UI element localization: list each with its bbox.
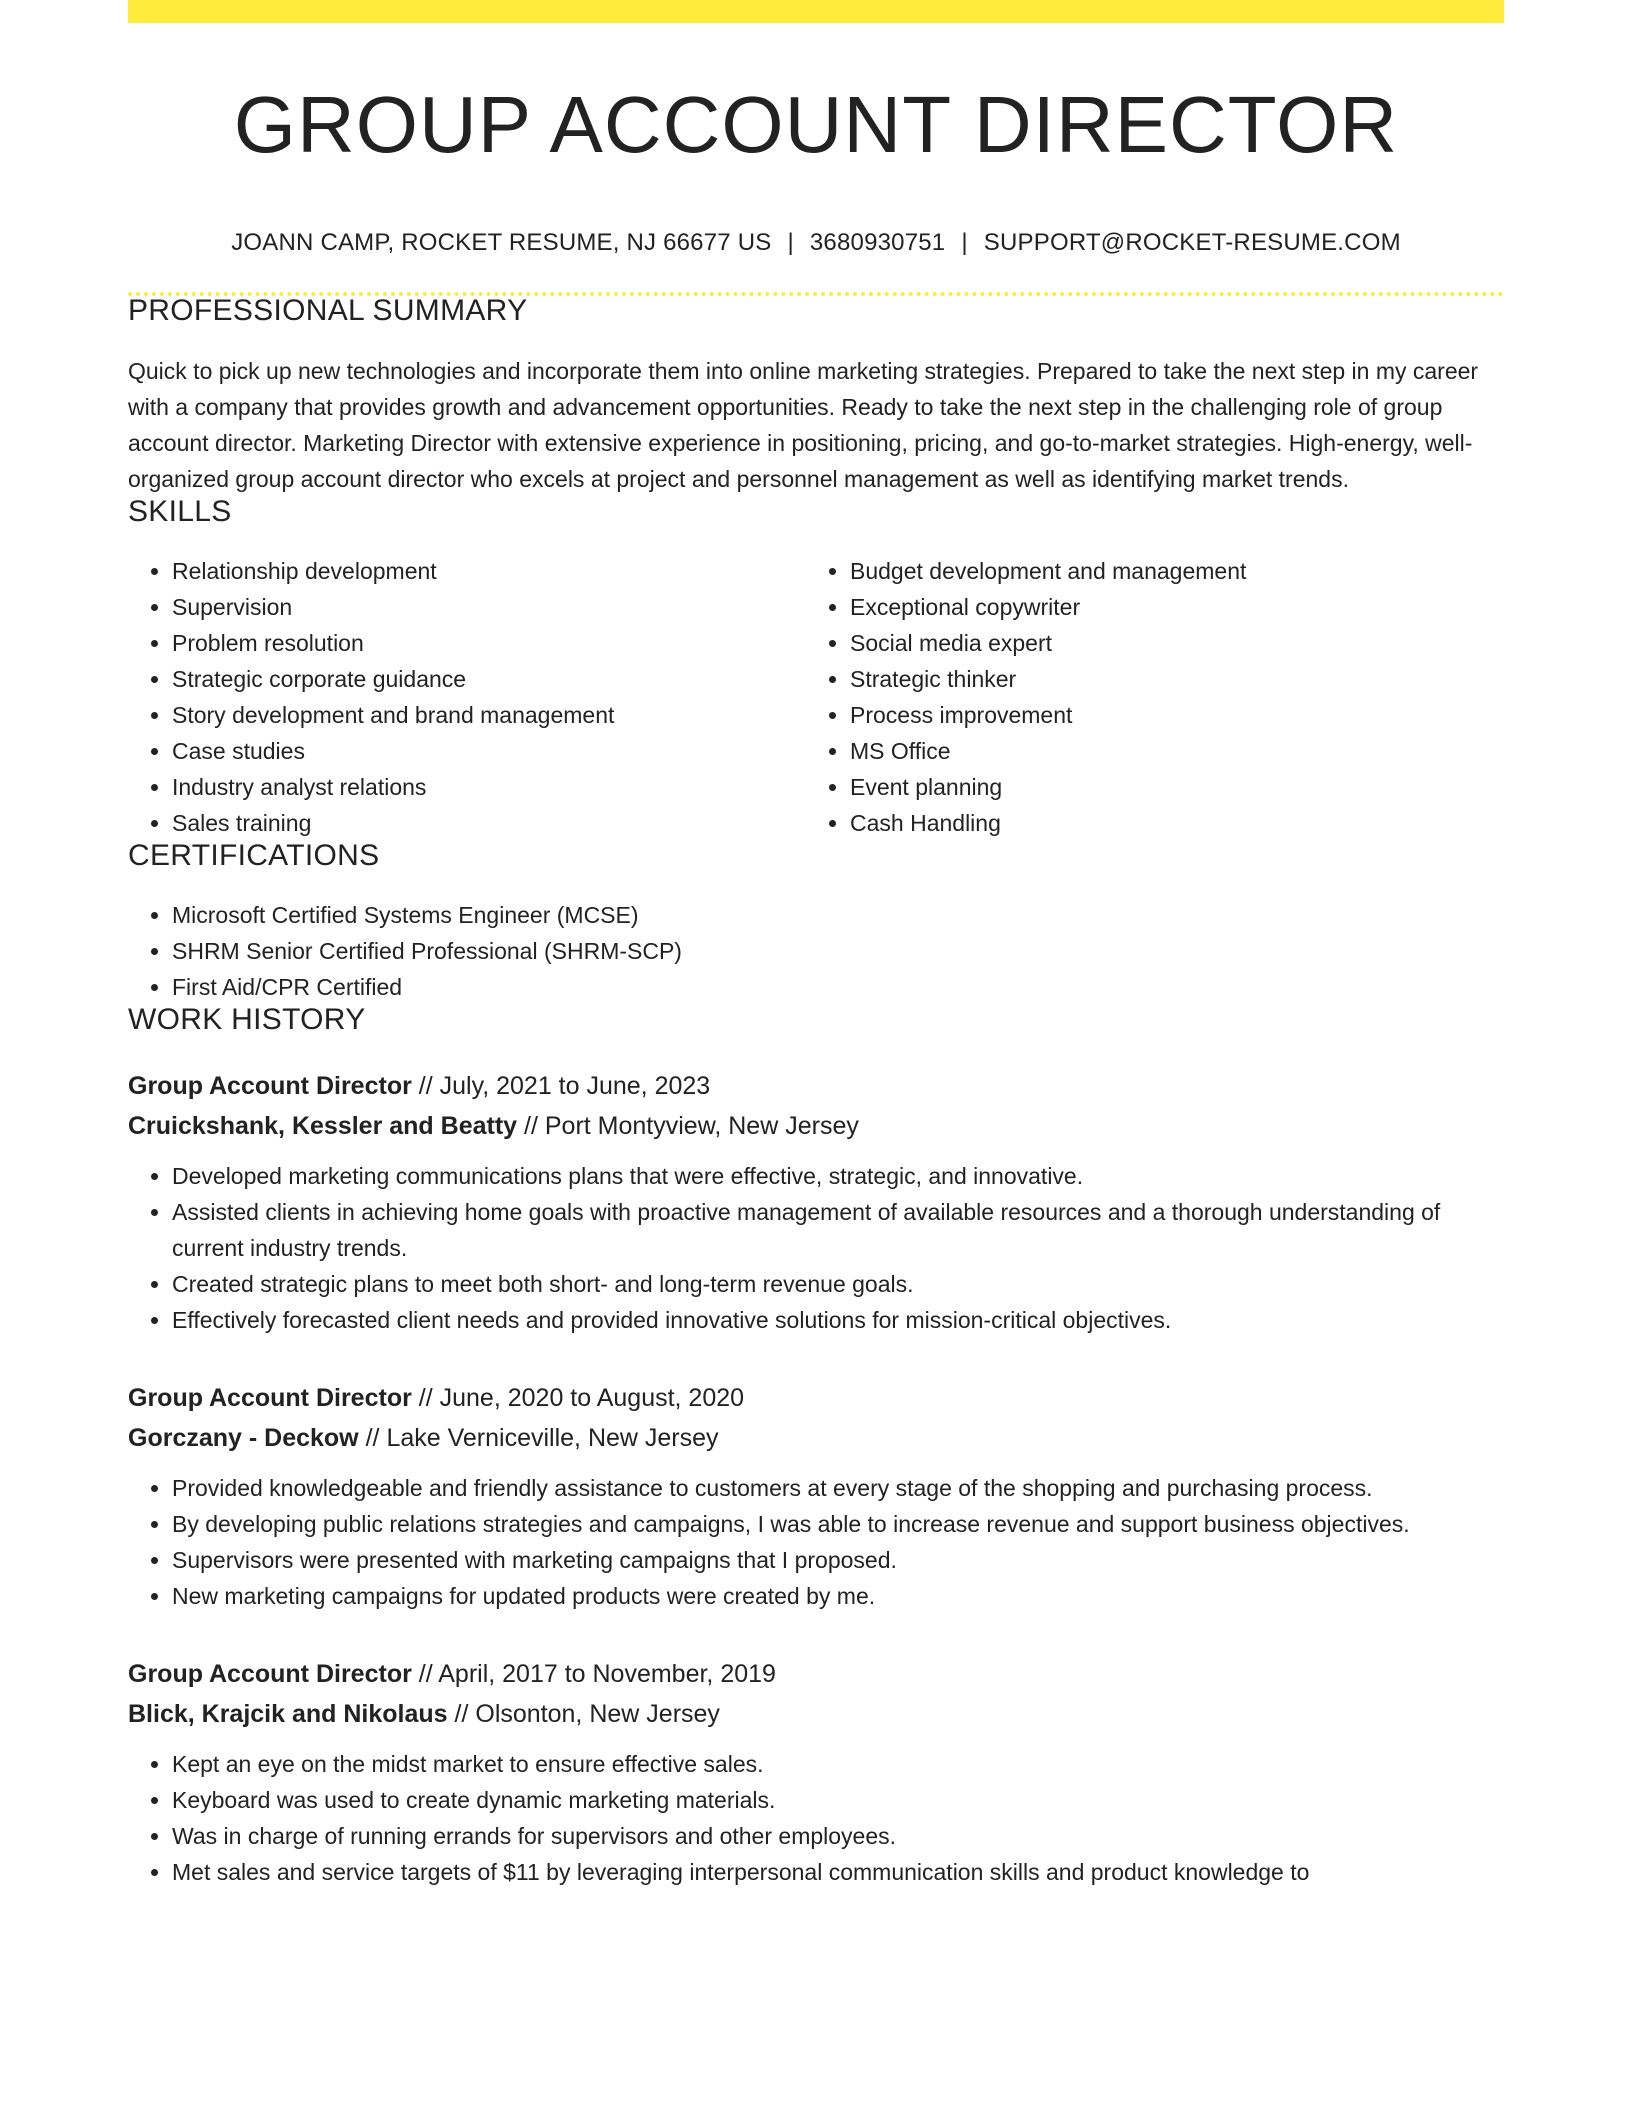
skills-column-right [806, 553, 1484, 841]
skill-item: • Strategic corporate guidance [172, 661, 806, 697]
skill-item: • Cash Handling [850, 805, 1484, 841]
summary-text: Quick to pick up new technologies and incorporate them into online marketing strategies. Prepared to take the next step in my career with a company that provides growth and advancement opportunities. Ready to take the next step in the challenging role of group account director. Marketing Director with extensive experience in positioning, pricing, and go-to-market strategies. High-energy, well-organized group account director who excels at project and personnel management as well as identifying market trends. [128, 358, 1479, 492]
job-bullet: • Effectively forecasted client needs and provided innovative solutions for mission-critical objectives. [172, 1302, 1504, 1338]
job-company-line [128, 1418, 1504, 1458]
job-company-line [128, 1694, 1504, 1734]
job-divider: // [411, 1072, 440, 1100]
job-location: Port Montyview, New Jersey [544, 1112, 859, 1140]
job-divider: // [447, 1700, 476, 1728]
accent-top-bar [128, 0, 1504, 23]
job-divider: // [517, 1112, 545, 1140]
job-location: Lake Verniceville, New Jersey [386, 1424, 719, 1452]
job-bullets [128, 1470, 1504, 1614]
skill-item: • Supervision [172, 589, 806, 625]
job-divider: // [411, 1660, 439, 1688]
job-company: Cruickshank, Kessler and Beatty [128, 1112, 518, 1140]
contact-address: JOANN CAMP, ROCKET RESUME, NJ 66677 US [231, 229, 772, 256]
skill-item: • Case studies [172, 733, 806, 769]
job-bullets [128, 1158, 1504, 1338]
skills-heading: SKILLS [128, 495, 232, 528]
skills-list-left [128, 553, 806, 841]
certification-item: • First Aid/CPR Certified [172, 969, 1504, 1005]
job-title: Group Account Director [128, 1072, 412, 1100]
job-bullet: • Supervisors were presented with marketing campaigns that I proposed. [172, 1542, 1504, 1578]
certifications-list [128, 897, 1504, 1005]
job-title: Group Account Director [128, 1384, 412, 1412]
skills-list-right [806, 553, 1484, 841]
job-dates: June, 2020 to August, 2020 [439, 1384, 745, 1412]
skill-item: • Budget development and management [850, 553, 1484, 589]
skill-item: • Sales training [172, 805, 806, 841]
skill-item: • MS Office [850, 733, 1484, 769]
skill-item: • Story development and brand management [172, 697, 806, 733]
job-title-line [128, 1654, 1504, 1694]
job-company: Gorczany - Deckow [128, 1424, 359, 1452]
job-entry [128, 1654, 1504, 1890]
certifications-heading: CERTIFICATIONS [128, 839, 380, 872]
contact-phone: 3680930751 [809, 229, 946, 256]
skill-item: • Process improvement [850, 697, 1484, 733]
job-bullet: • By developing public relations strategies and campaigns, I was able to increase revenue and support business objectives. [172, 1506, 1504, 1542]
job-title: Group Account Director [128, 1660, 412, 1688]
job-bullet: • Met sales and service targets of $11 by leveraging interpersonal communication skills and product knowledge to [172, 1854, 1504, 1890]
job-title-line [128, 1066, 1504, 1106]
job-bullet: • Provided knowledgeable and friendly assistance to customers at every stage of the shopping and purchasing process. [172, 1470, 1504, 1506]
job-bullets [128, 1746, 1504, 1890]
contact-separator: | [961, 229, 968, 256]
job-company-line [128, 1106, 1504, 1146]
contact-line [128, 231, 1504, 255]
job-bullet: • Developed marketing communications plans that were effective, strategic, and innovative. [172, 1158, 1504, 1194]
job-bullet: • Assisted clients in achieving home goals with proactive management of available resources and a thorough understanding of current industry trends. [172, 1194, 1504, 1266]
job-location: Olsonton, New Jersey [475, 1700, 720, 1728]
certification-item: • SHRM Senior Certified Professional (SHRM-SCP) [172, 933, 1504, 969]
job-title-line [128, 1378, 1504, 1418]
job-bullet: • Keyboard was used to create dynamic marketing materials. [172, 1782, 1504, 1818]
resume-page [128, 0, 1504, 1890]
skills-column-left [128, 553, 806, 841]
certification-item: • Microsoft Certified Systems Engineer (MCSE) [172, 897, 1504, 933]
job-bullet: • Was in charge of running errands for supervisors and other employees. [172, 1818, 1504, 1854]
resume-title: GROUP ACCOUNT DIRECTOR [233, 80, 1399, 169]
job-entry [128, 1066, 1504, 1338]
contact-separator: | [787, 229, 794, 256]
skill-item: • Problem resolution [172, 625, 806, 661]
skill-item: • Exceptional copywriter [850, 589, 1484, 625]
skill-item: • Industry analyst relations [172, 769, 806, 805]
skill-item: • Social media expert [850, 625, 1484, 661]
job-entry [128, 1378, 1504, 1614]
job-dates: April, 2017 to November, 2019 [438, 1660, 776, 1688]
job-divider: // [411, 1384, 440, 1412]
job-bullet: • New marketing campaigns for updated products were created by me. [172, 1578, 1504, 1614]
skill-item: • Event planning [850, 769, 1484, 805]
job-dates: July, 2021 to June, 2023 [439, 1072, 711, 1100]
summary-heading: PROFESSIONAL SUMMARY [128, 294, 528, 327]
job-bullet: • Kept an eye on the midst market to ensure effective sales. [172, 1746, 1504, 1782]
job-company: Blick, Krajcik and Nikolaus [128, 1700, 448, 1728]
skill-item: • Relationship development [172, 553, 806, 589]
skills-grid [128, 553, 1504, 841]
contact-email: SUPPORT@ROCKET-RESUME.COM [983, 229, 1401, 256]
skill-item: • Strategic thinker [850, 661, 1484, 697]
job-divider: // [358, 1424, 387, 1452]
job-bullet: • Created strategic plans to meet both short- and long-term revenue goals. [172, 1266, 1504, 1302]
work-history-heading: WORK HISTORY [128, 1003, 366, 1036]
